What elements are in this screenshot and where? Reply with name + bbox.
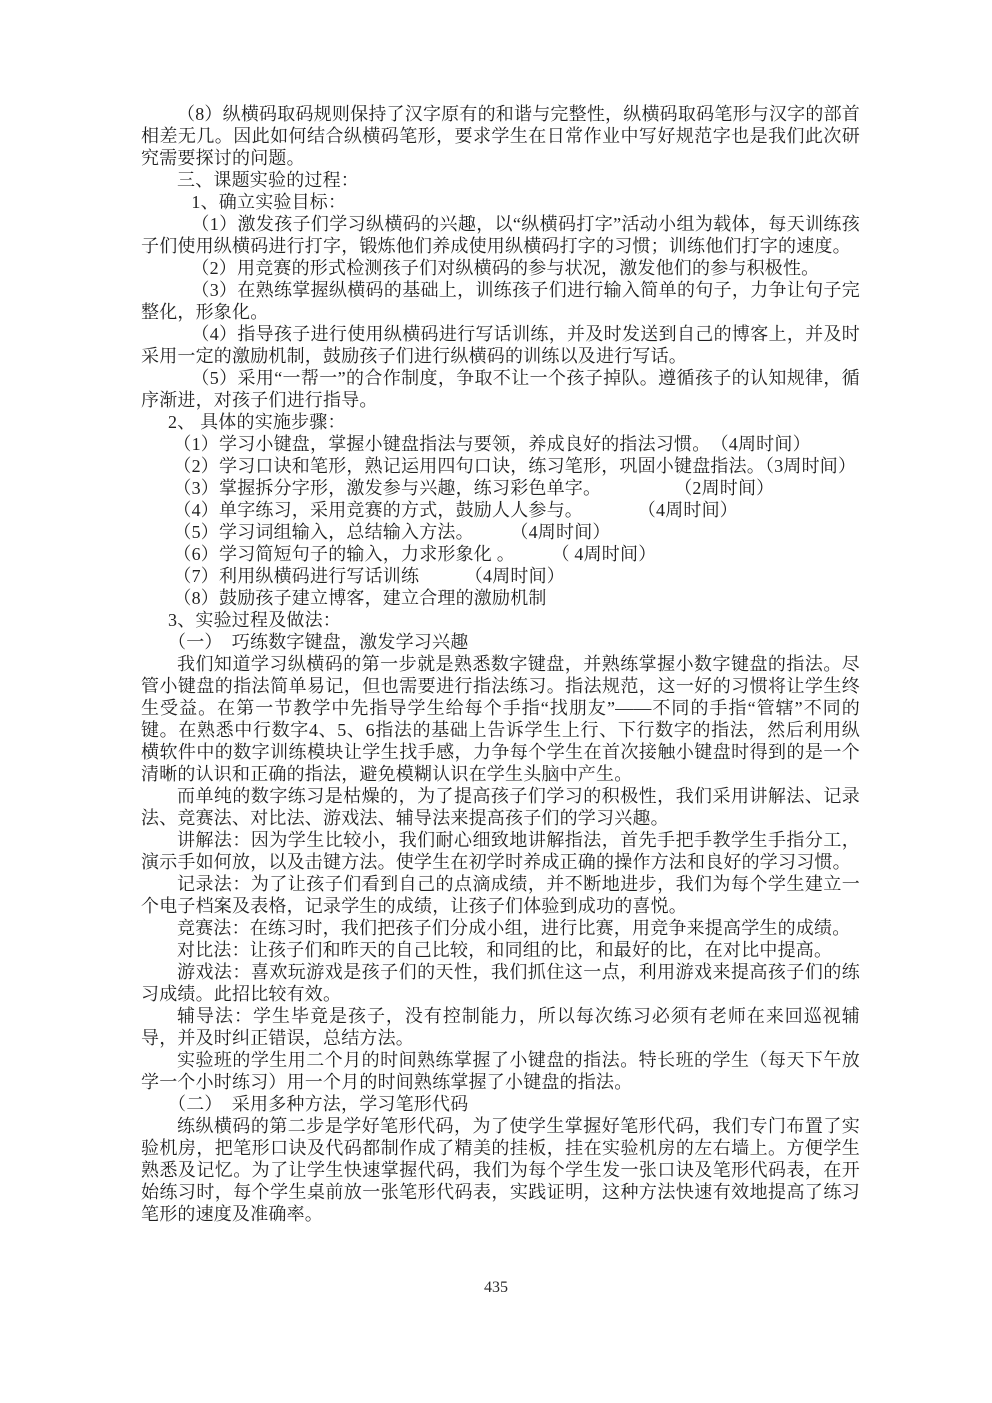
paragraph: 对比法：让孩子们和昨天的自己比较，和同组的比，和最好的比，在对比中提高。 (177, 940, 833, 960)
paragraph: （二） 采用多种方法，学习笔形代码 (168, 1094, 469, 1114)
paragraph: （4）单字练习，采用竞赛的方式，鼓励人人参与。 （4周时间） (173, 500, 738, 520)
document-body (141, 103, 860, 1225)
paragraph: 练纵横码的第二步是学好笔形代码，为了使学生掌握好笔形代码，我们专门布置了实验机房，把笔形口诀及代码都制作成了精美的挂板，挂在实验机房的左右墙上。方便学生熟悉及记忆。为了让学生快速掌握代码，我们为每个学生发一张口诀及笔形代码表，在开始练习时，每个学生桌前放一张笔形代码表，实践证明，这种方法快速有效地提高了练习笔形的速度及准确率。 (141, 1116, 860, 1224)
paragraph: （6）学习简短句子的输入，力求形象化 。 （ 4周时间） (173, 544, 657, 564)
paragraph: （4）指导孩子进行使用纵横码进行写话训练，并及时发送到自己的博客上，并及时采用一定的激励机制，鼓励孩子们进行纵横码的训练以及进行写话。 (141, 324, 860, 366)
paragraph: 记录法：为了让孩子们看到自己的点滴成绩，并不断地进步，我们为每个学生建立一个电子档案及表格，记录学生的成绩，让孩子们体验到成功的喜悦。 (141, 874, 860, 916)
paragraph: 辅导法：学生毕竟是孩子，没有控制能力，所以每次练习必须有老师在来回巡视辅导，并及时纠正错误，总结方法。 (141, 1006, 860, 1048)
paragraph: 2、 具体的实施步骤： (168, 412, 346, 432)
paragraph: （2）学习口诀和笔形，熟记运用四句口诀，练习笔形，巩固小键盘指法。（3周时间） (173, 456, 857, 476)
page-number: 435 (484, 1279, 508, 1296)
paragraph: （一） 巧练数字键盘，激发学习兴趣 (168, 632, 469, 652)
paragraph: （1）激发孩子们学习纵横码的兴趣，以“纵横码打字”活动小组为载体，每天训练孩子们使用纵横码进行打字，锻炼他们养成使用纵横码打字的习惯；训练他们打字的速度。 (141, 214, 860, 256)
paragraph: （5）学习词组输入，总结输入方法。 （4周时间） (173, 522, 611, 542)
paragraph: （7）利用纵横码进行写话训练 （4周时间） (173, 566, 565, 586)
paragraph: 1、确立实验目标： (191, 192, 347, 212)
paragraph: （2）用竞赛的形式检测孩子们对纵横码的参与状况，激发他们的参与积极性。 (191, 258, 820, 278)
paragraph: （1）学习小键盘，掌握小键盘指法与要领，养成良好的指法习惯。 （4周时间） (173, 434, 811, 454)
paragraph: （8）鼓励孩子建立博客，建立合理的激励机制 (173, 588, 547, 608)
paragraph: （3）掌握拆分字形，激发参与兴趣，练习彩色单字。 （2周时间） (173, 478, 775, 498)
paragraph: 3、实验过程及做法： (168, 610, 341, 630)
paragraph: （5）采用“一帮一”的合作制度，争取不让一个孩子掉队。遵循孩子的认知规律，循序渐进，对孩子们进行指导。 (141, 368, 860, 410)
paragraph: 而单纯的数字练习是枯燥的，为了提高孩子们学习的积极性，我们采用讲解法、记录法、竞赛法、对比法、游戏法、辅导法来提高孩子们的学习兴趣。 (141, 786, 860, 828)
paragraph: （3）在熟练掌握纵横码的基础上，训练孩子们进行输入简单的句子，力争让句子完整化，形象化。 (141, 280, 860, 322)
paragraph: 三、课题实验的过程： (177, 170, 359, 190)
paragraph: 实验班的学生用二个月的时间熟练掌握了小键盘的指法。特长班的学生（每天下午放学一个小时练习）用一个月的时间熟练掌握了小键盘的指法。 (141, 1050, 860, 1092)
paragraph: （8）纵横码取码规则保持了汉字原有的和谐与完整性，纵横码取码笔形与汉字的部首相差无几。因此如何结合纵横码笔形，要求学生在日常作业中写好规范字也是我们此次研究需要探讨的问题。 (141, 104, 860, 168)
paragraph: 游戏法：喜欢玩游戏是孩子们的天性，我们抓住这一点，利用游戏来提高孩子们的练习成绩。此招比较有效。 (141, 962, 860, 1004)
paragraph: 竞赛法：在练习时，我们把孩子们分成小组，进行比赛，用竞争来提高学生的成绩。 (177, 918, 851, 938)
paragraph: 讲解法：因为学生比较小，我们耐心细致地讲解指法，首先手把手教学生手指分工，演示手如何放，以及击键方法。使学生在初学时养成正确的操作方法和良好的学习习惯。 (141, 830, 860, 872)
paragraph: 我们知道学习纵横码的第一步就是熟悉数字键盘，并熟练掌握小数字键盘的指法。尽管小键盘的指法简单易记，但也需要进行指法练习。指法规范，这一好的习惯将让学生终生受益。在第一节教学中先指导学生给每个手指“找朋友”——不同的手指“管辖”不同的键。在熟悉中行数字4、5、6指法的基础上告诉学生上行、下行数字的指法，然后利用纵横软件中的数字训练模块让学生找手感，力争每个学生在首次接触小键盘时得到的是一个清晰的认识和正确的指法，避免模糊认识在学生头脑中产生。 (141, 654, 860, 784)
